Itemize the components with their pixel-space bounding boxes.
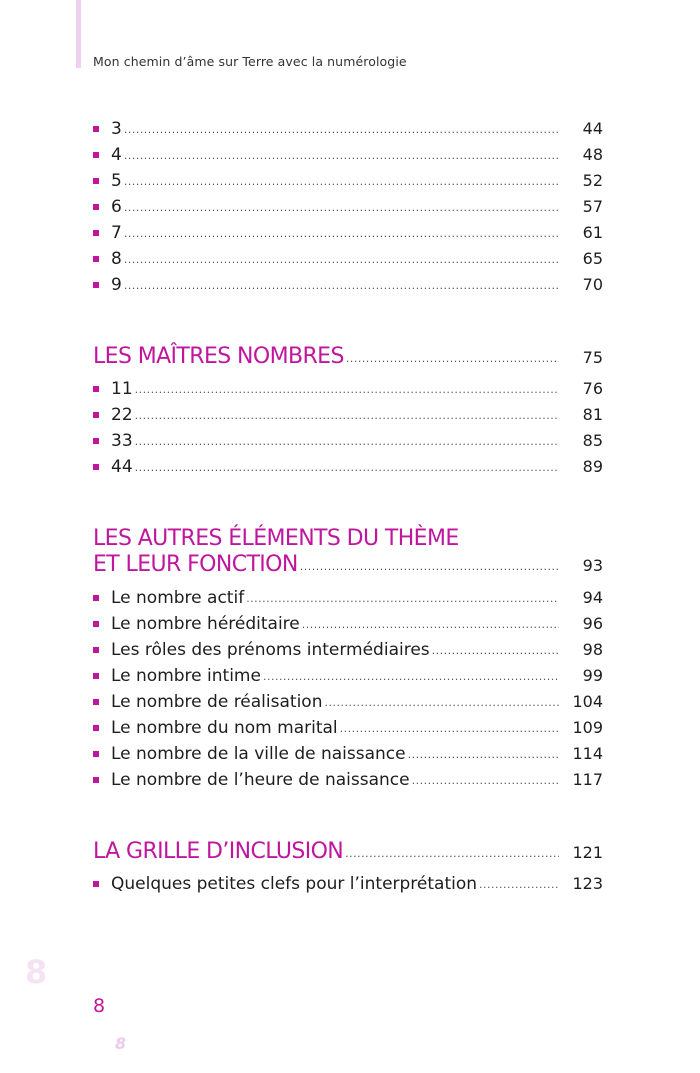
dot-leader (124, 223, 559, 245)
toc-entry-label: 33 (111, 431, 133, 451)
side-accent-bar (76, 0, 81, 68)
toc-entry[interactable] (93, 274, 603, 298)
toc-entry-page: 94 (582, 588, 603, 607)
dot-leader (135, 405, 559, 427)
section-heading-grid[interactable] (93, 839, 603, 868)
dot-leader (135, 379, 559, 401)
dot-leader (408, 744, 559, 766)
ghost-page-number: 8 (25, 953, 48, 991)
toc-entry[interactable] (93, 378, 603, 402)
toc-entry-page: 52 (582, 171, 603, 190)
toc-entry-label: Le nombre de la ville de naissance (111, 744, 406, 764)
dot-leader (300, 554, 559, 580)
section-title: LES MAÎTRES NOMBRES (93, 344, 344, 369)
dot-leader (135, 431, 559, 453)
dot-leader (124, 145, 559, 167)
toc-entry[interactable] (93, 222, 603, 246)
toc-entry-label: Quelques petites clefs pour l’interprétation (111, 874, 478, 894)
ghost-page-number-small: 8 (115, 1034, 127, 1053)
toc-entry-page: 104 (572, 692, 603, 711)
dot-leader (346, 346, 559, 372)
toc-entry-page: 98 (582, 640, 603, 659)
bullet-icon (93, 230, 99, 236)
toc-entry[interactable] (93, 639, 603, 663)
toc-entry-page: 61 (582, 223, 603, 242)
toc-entry-label: 22 (111, 405, 133, 425)
bullet-icon (93, 152, 99, 158)
bullet-icon (93, 282, 99, 288)
dot-leader (340, 718, 559, 740)
toc-entry[interactable] (93, 587, 603, 611)
toc-entry-page: 85 (582, 431, 603, 450)
bullet-icon (93, 881, 99, 887)
running-header: Mon chemin d’âme sur Terre avec la numérologie (93, 54, 407, 69)
dot-leader (135, 457, 559, 479)
toc-entry-label: 7 (111, 223, 122, 243)
dot-leader (124, 249, 559, 271)
toc-entry-page: 57 (582, 197, 603, 216)
toc-entry-page: 48 (582, 145, 603, 164)
toc-entry[interactable] (93, 717, 603, 741)
toc-entry-label: Le nombre actif (111, 588, 245, 608)
dot-leader (412, 770, 559, 792)
toc-entry[interactable] (93, 613, 603, 637)
toc-entry[interactable] (93, 144, 603, 168)
toc-entry[interactable] (93, 196, 603, 220)
toc-entry-label: Le nombre de réalisation (111, 692, 323, 712)
bullet-icon (93, 178, 99, 184)
toc-entry[interactable] (93, 118, 603, 142)
toc-entry-page: 44 (582, 119, 603, 138)
toc-entry-page: 81 (582, 405, 603, 424)
bullet-icon (93, 204, 99, 210)
bullet-icon (93, 464, 99, 470)
toc-entry[interactable] (93, 456, 603, 480)
dot-leader (345, 841, 559, 867)
dot-leader (302, 614, 559, 636)
section-heading-others[interactable] (93, 552, 603, 581)
toc-entry-page: 70 (582, 275, 603, 294)
dot-leader (124, 197, 559, 219)
toc-entry-label: Le nombre intime (111, 666, 261, 686)
bullet-icon (93, 673, 99, 679)
section-title: LA GRILLE D’INCLUSION (93, 839, 344, 864)
toc-entry[interactable] (93, 873, 603, 897)
bullet-icon (93, 126, 99, 132)
toc-entry-page: 76 (582, 379, 603, 398)
toc-entry-label: 11 (111, 379, 133, 399)
section-page: 121 (572, 843, 603, 862)
section-page: 75 (582, 348, 603, 367)
dot-leader (124, 171, 559, 193)
toc-entry-page: 117 (572, 770, 603, 789)
toc-entry-page: 65 (582, 249, 603, 268)
toc-entry-page: 114 (572, 744, 603, 763)
section-page: 93 (582, 556, 603, 575)
dot-leader (324, 692, 559, 714)
toc-entry[interactable] (93, 769, 603, 793)
bullet-icon (93, 725, 99, 731)
bullet-icon (93, 751, 99, 757)
toc-entry[interactable] (93, 691, 603, 715)
page-number: 8 (93, 995, 106, 1017)
toc-entry-label: 3 (111, 119, 122, 139)
dot-leader (479, 874, 559, 896)
toc-entry[interactable] (93, 170, 603, 194)
dot-leader (124, 275, 559, 297)
bullet-icon (93, 412, 99, 418)
bullet-icon (93, 777, 99, 783)
bullet-icon (93, 595, 99, 601)
toc-entry-label: Les rôles des prénoms intermédiaires (111, 640, 430, 660)
toc-entry-label: 6 (111, 197, 122, 217)
toc-entry-page: 96 (582, 614, 603, 633)
bullet-icon (93, 647, 99, 653)
section-title-line1: LES AUTRES ÉLÉMENTS DU THÈME (93, 526, 459, 551)
dot-leader (263, 666, 559, 688)
toc-entry-label: Le nombre héréditaire (111, 614, 300, 634)
toc-entry-page: 123 (572, 874, 603, 893)
toc-entry-page: 89 (582, 457, 603, 476)
toc-entry[interactable] (93, 404, 603, 428)
toc-entry-page: 109 (572, 718, 603, 737)
toc-entry-label: Le nombre du nom marital (111, 718, 338, 738)
toc-entry[interactable] (93, 743, 603, 767)
toc-entry-label: 5 (111, 171, 122, 191)
toc-entry[interactable] (93, 430, 603, 454)
dot-leader (432, 640, 559, 662)
bullet-icon (93, 699, 99, 705)
toc-entry[interactable] (93, 248, 603, 272)
toc-entry[interactable] (93, 665, 603, 689)
bullet-icon (93, 438, 99, 444)
section-title-line2: ET LEUR FONCTION (93, 552, 298, 577)
toc-entry-label: Le nombre de l’heure de naissance (111, 770, 410, 790)
section-heading-masters[interactable] (93, 344, 603, 373)
toc-entry-label: 44 (111, 457, 133, 477)
bullet-icon (93, 386, 99, 392)
bullet-icon (93, 621, 99, 627)
toc-entry-page: 99 (582, 666, 603, 685)
toc-entry-label: 4 (111, 145, 122, 165)
toc-entry-label: 9 (111, 275, 122, 295)
toc-entry-label: 8 (111, 249, 122, 269)
bullet-icon (93, 256, 99, 262)
dot-leader (124, 119, 559, 141)
dot-leader (246, 588, 559, 610)
